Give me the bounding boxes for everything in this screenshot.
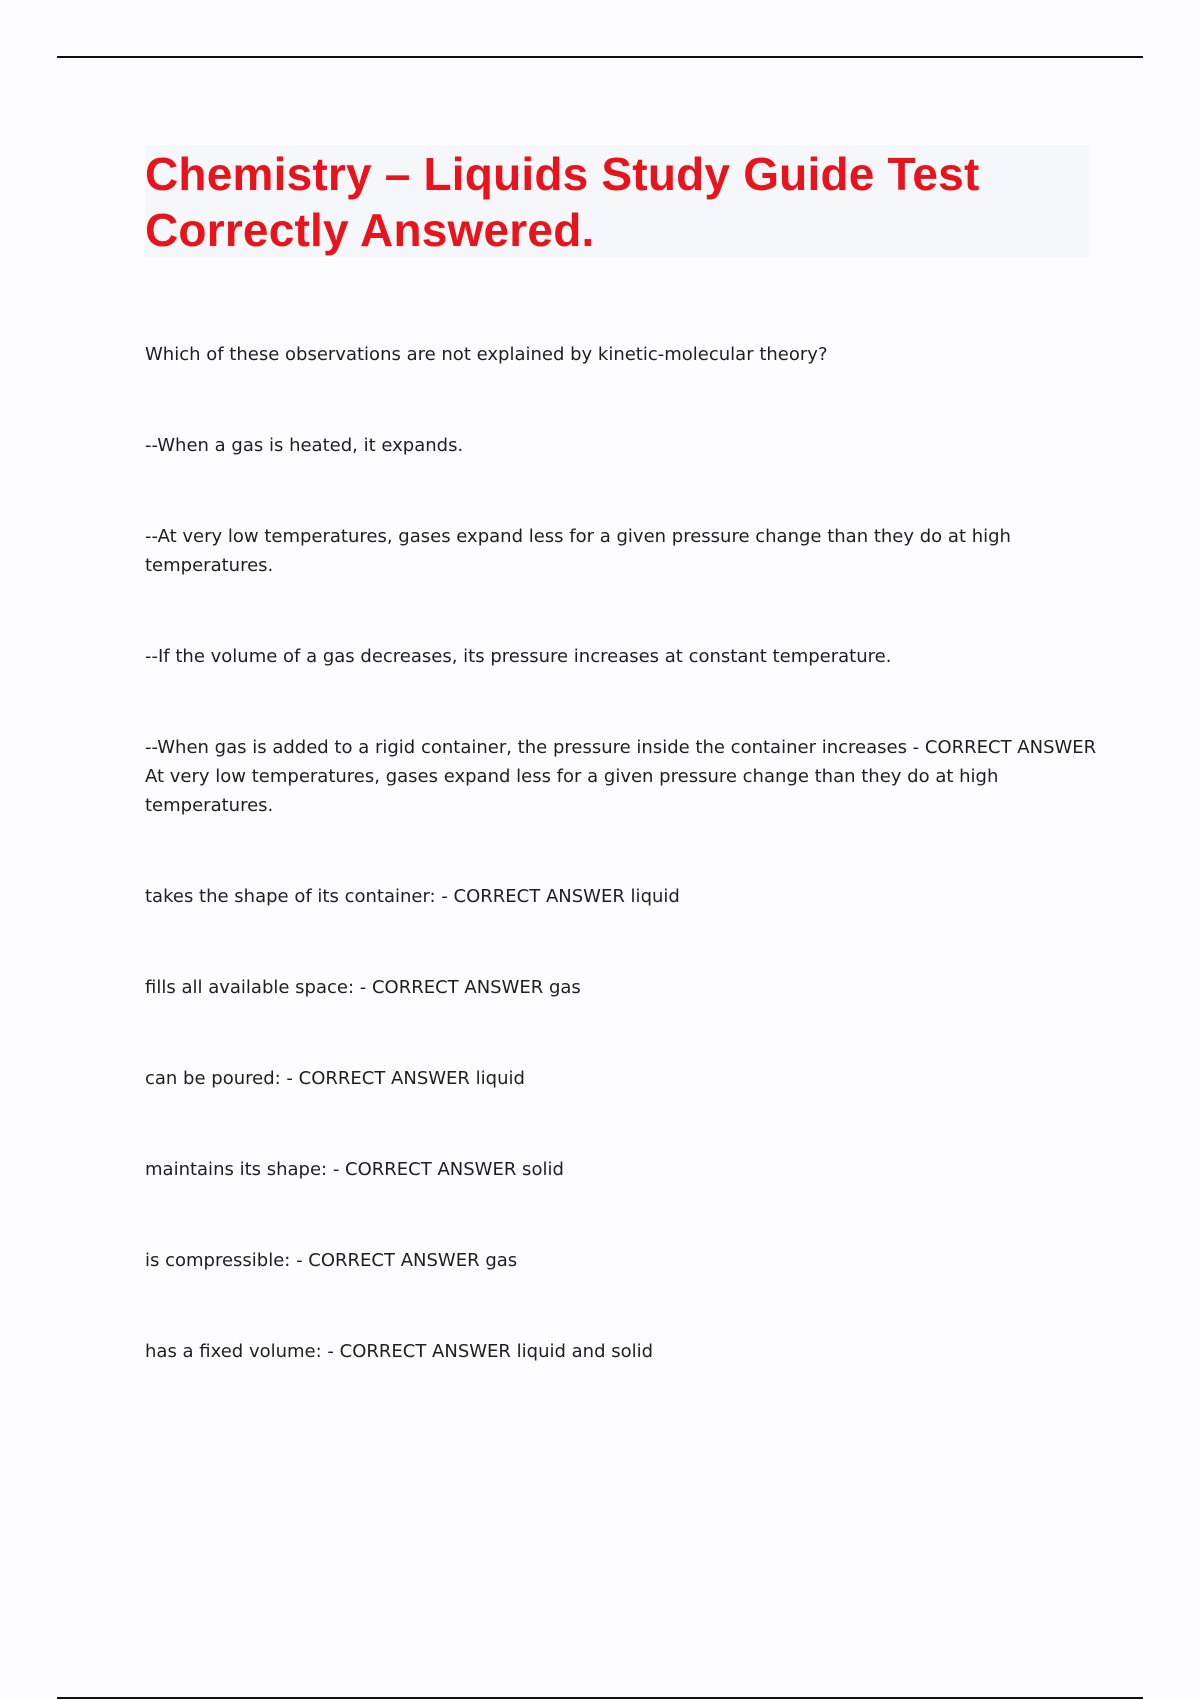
option-answer-line: --When gas is added to a rigid container, the pressure inside the container increases - CORRECT ANSWER At very low temperatures, gases expand less for a given pressure change than they do at high temperatures. bbox=[145, 737, 1097, 816]
qa-line: has a fixed volume: - CORRECT ANSWER liquid and solid bbox=[145, 1341, 654, 1362]
document-title: Chemistry – Liquids Study Guide Test Correctly Answered. bbox=[145, 148, 980, 256]
question-prompt: Which of these observations are not explained by kinetic-molecular theory? bbox=[145, 344, 828, 365]
qa-line: takes the shape of its container: - CORRECT ANSWER liquid bbox=[145, 886, 680, 907]
qa-line: maintains its shape: - CORRECT ANSWER solid bbox=[145, 1159, 564, 1180]
header-rule bbox=[57, 56, 1143, 58]
question-list bbox=[145, 340, 1105, 1428]
qa-line: fills all available space: - CORRECT ANSWER gas bbox=[145, 977, 581, 998]
footer-rule bbox=[57, 1697, 1143, 1699]
qa-line: is compressible: - CORRECT ANSWER gas bbox=[145, 1250, 518, 1271]
qa-line: can be poured: - CORRECT ANSWER liquid bbox=[145, 1068, 525, 1089]
option-line: --When a gas is heated, it expands. bbox=[145, 435, 464, 456]
option-line: --If the volume of a gas decreases, its pressure increases at constant temperature. bbox=[145, 646, 892, 667]
option-line: --At very low temperatures, gases expand less for a given pressure change than they do at high temperatures. bbox=[145, 526, 1011, 576]
